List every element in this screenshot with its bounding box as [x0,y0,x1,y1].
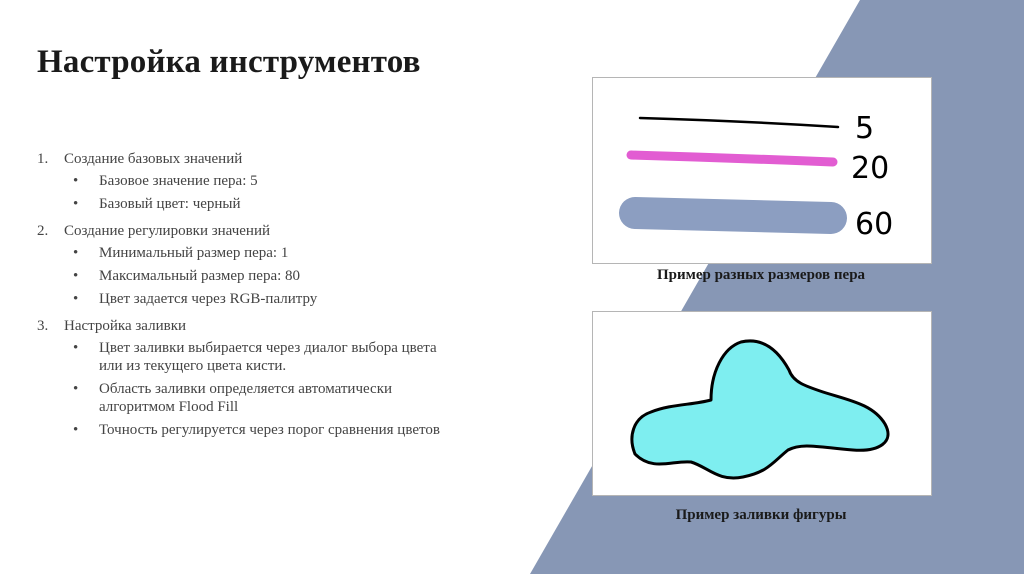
bullet-item: • Цвет заливки выбирается через диалог выбора цвета или из текущего цвета кисти. [99,339,457,375]
section-title: Создание базовых значений [64,151,243,167]
section-number: 2. [37,223,49,239]
section-2 [37,222,457,308]
section-3 [37,317,457,439]
fill-caption: Пример заливки фигуры [675,507,847,523]
bullet-list [64,339,457,439]
pen-stroke-5 [640,118,838,127]
section-title: Настройка заливки [64,318,187,334]
bullet-list [64,244,457,308]
pen-caption: Пример разных размеров пера [656,267,866,283]
bullet-list [64,172,457,213]
bullet-item: • Точность регулируется через порог сравнения цветов [99,421,457,439]
filled-shape [632,341,888,478]
fill-example-image [592,311,932,496]
bullet-item: • Базовый цвет: черный [99,195,457,213]
bullet-item: • Область заливки определяется автоматически алгоритмом Flood Fill [99,380,457,416]
bullet-item: • Базовое значение пера: 5 [99,172,457,190]
pen-label-5: 5 [855,111,875,146]
bullet-item: • Максимальный размер пера: 80 [99,267,457,285]
section-1 [37,150,457,213]
pen-stroke-60 [635,213,831,218]
pen-label-20: 20 [851,151,890,186]
pen-stroke-20 [631,155,833,162]
section-title: Создание регулировки значений [64,223,271,239]
content-list [37,150,457,448]
pen-sizes-image [592,77,932,264]
slide-title: Настройка инструментов [37,44,421,80]
section-number: 1. [37,151,49,167]
bullet-item: • Минимальный размер пера: 1 [99,244,457,262]
pen-label-60: 60 [855,207,894,242]
section-number: 3. [37,318,49,334]
bullet-item: • Цвет задается через RGB-палитру [99,290,457,308]
